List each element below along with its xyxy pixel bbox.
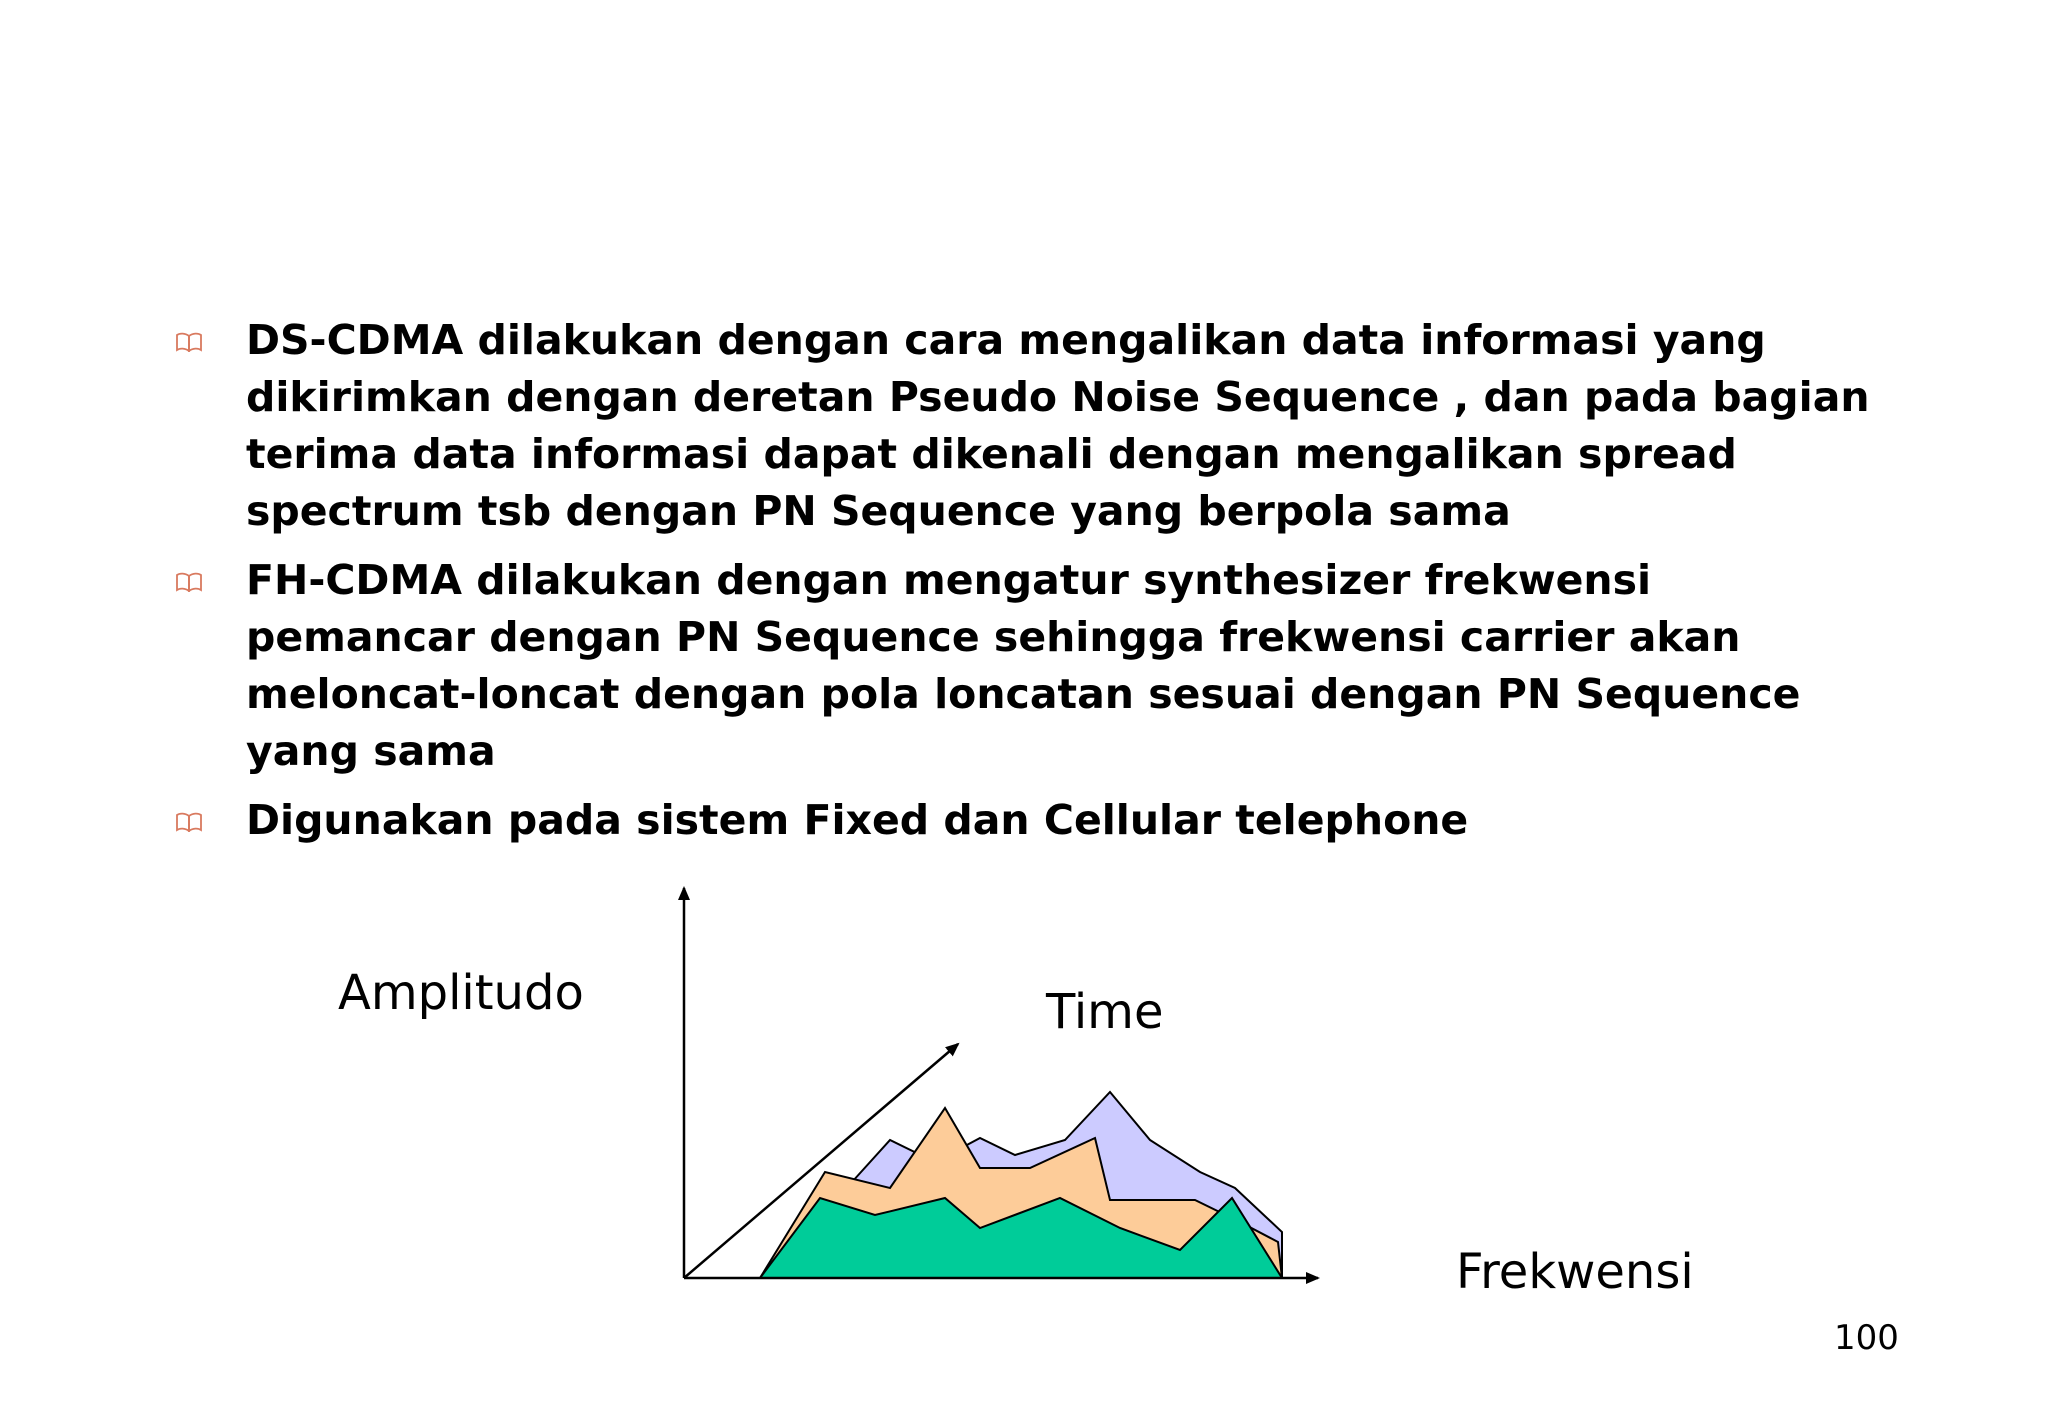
bullet-text: FH-CDMA dilakukan dengan mengatur synthesizer frekwensi pemancar dengan PN Sequence sehingga frekwensi carrier akan meloncat-loncat dengan pola loncatan sesuai dengan PN Sequence yang sama — [246, 556, 1801, 775]
bullet-text: DS-CDMA dilakukan dengan cara mengalikan data informasi yang dikirimkan dengan deretan Pseudo Noise Sequence , dan pada bagian terima data informasi dapat dikenali dengan mengalikan spread spectrum tsb dengan PN Sequence yang berpola sama — [246, 316, 1870, 535]
page-number: 100 — [1834, 1318, 1899, 1358]
frequency-label: Frekwensi — [1456, 1244, 1694, 1300]
amplitude-label: Amplitudo — [338, 965, 584, 1021]
bullet-text: Digunakan pada sistem Fixed dan Cellular telephone — [246, 796, 1469, 844]
time-label: Time — [1046, 984, 1164, 1040]
